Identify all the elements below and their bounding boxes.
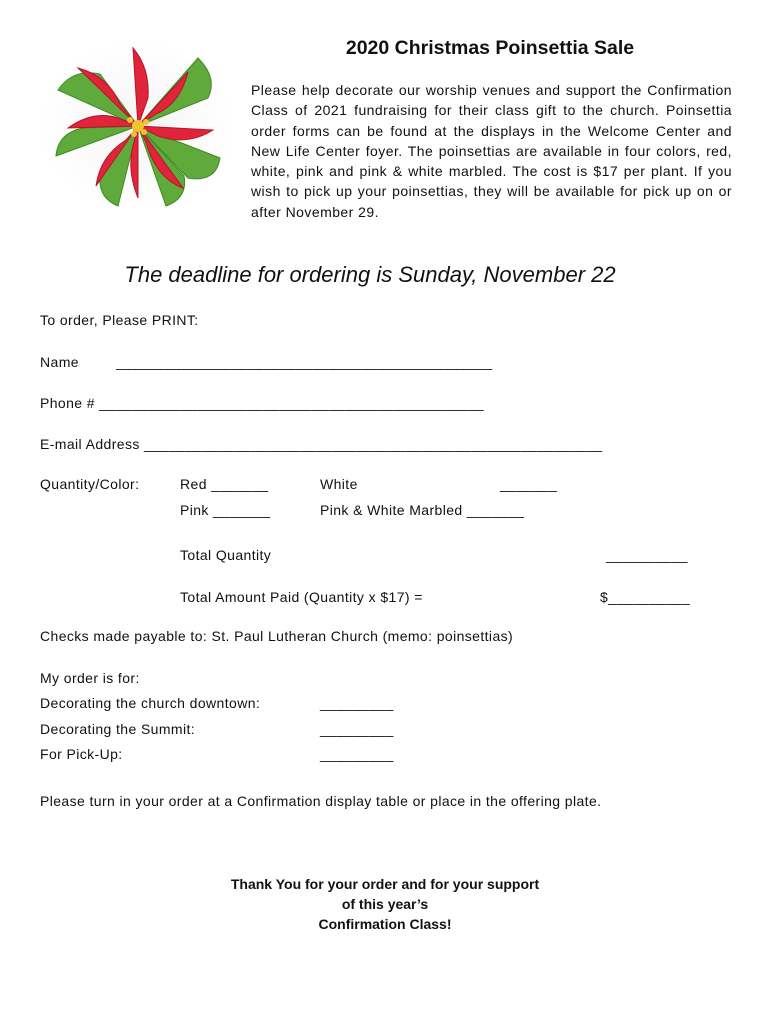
downtown-label: Decorating the church downtown:: [40, 695, 261, 711]
turn-in-instruction: Please turn in your order at a Confirmation display table or place in the offering plate.: [40, 793, 602, 809]
total-quantity-field: __________: [606, 547, 688, 563]
pink-quantity-field: Pink _______: [180, 502, 271, 518]
thank-you-line-2: of this year’s: [341, 896, 429, 912]
order-for-label: My order is for:: [40, 670, 140, 686]
white-label: White: [320, 476, 358, 492]
poinsettia-image: [38, 38, 238, 214]
checks-payable-text: Checks made payable to: St. Paul Lutheran Church (memo: poinsettias): [40, 628, 514, 644]
email-field: E-mail Address ________________________________________________________: [40, 436, 603, 452]
thank-you-line-1: Thank You for your order and for your support: [230, 876, 540, 892]
total-paid-field: $__________: [600, 589, 691, 605]
name-field: ______________________________________________: [116, 354, 493, 370]
pink-white-quantity-field: Pink & White Marbled _______: [320, 502, 525, 518]
total-quantity-label: Total Quantity: [180, 547, 272, 563]
pickup-label: For Pick-Up:: [40, 746, 123, 762]
summit-label: Decorating the Summit:: [40, 721, 196, 737]
downtown-field: _________: [320, 695, 394, 711]
order-instruction: To order, Please PRINT:: [40, 312, 199, 328]
red-quantity-field: Red _______: [180, 476, 269, 492]
quantity-color-label: Quantity/Color:: [40, 476, 140, 492]
pickup-field: _________: [320, 746, 394, 762]
total-paid-label: Total Amount Paid (Quantity x $17) =: [180, 589, 423, 605]
summit-field: _________: [320, 721, 394, 737]
page-title: 2020 Christmas Poinsettia Sale: [345, 37, 635, 59]
name-label: Name: [40, 354, 79, 370]
deadline-heading: The deadline for ordering is Sunday, November 22: [124, 262, 616, 287]
intro-paragraph: Please help decorate our worship venues and support the Confirmation Class of 2021 fundraising for their class gift to the church. Poinsettia order forms can be found at the displays in the Welcome Center and New Life Center foyer. The poinsettias are available in four colors, red, white, pink and pink & white marbled. The cost is $17 per plant. If you wish to pick up your poinsettias, they will be available for pick up on or after November 29.: [251, 82, 732, 220]
white-quantity-field: _______: [500, 476, 558, 492]
thank-you-message: [160, 874, 610, 934]
phone-field: Phone # _______________________________________________: [40, 395, 484, 411]
thank-you-line-3: Confirmation Class!: [318, 916, 452, 932]
